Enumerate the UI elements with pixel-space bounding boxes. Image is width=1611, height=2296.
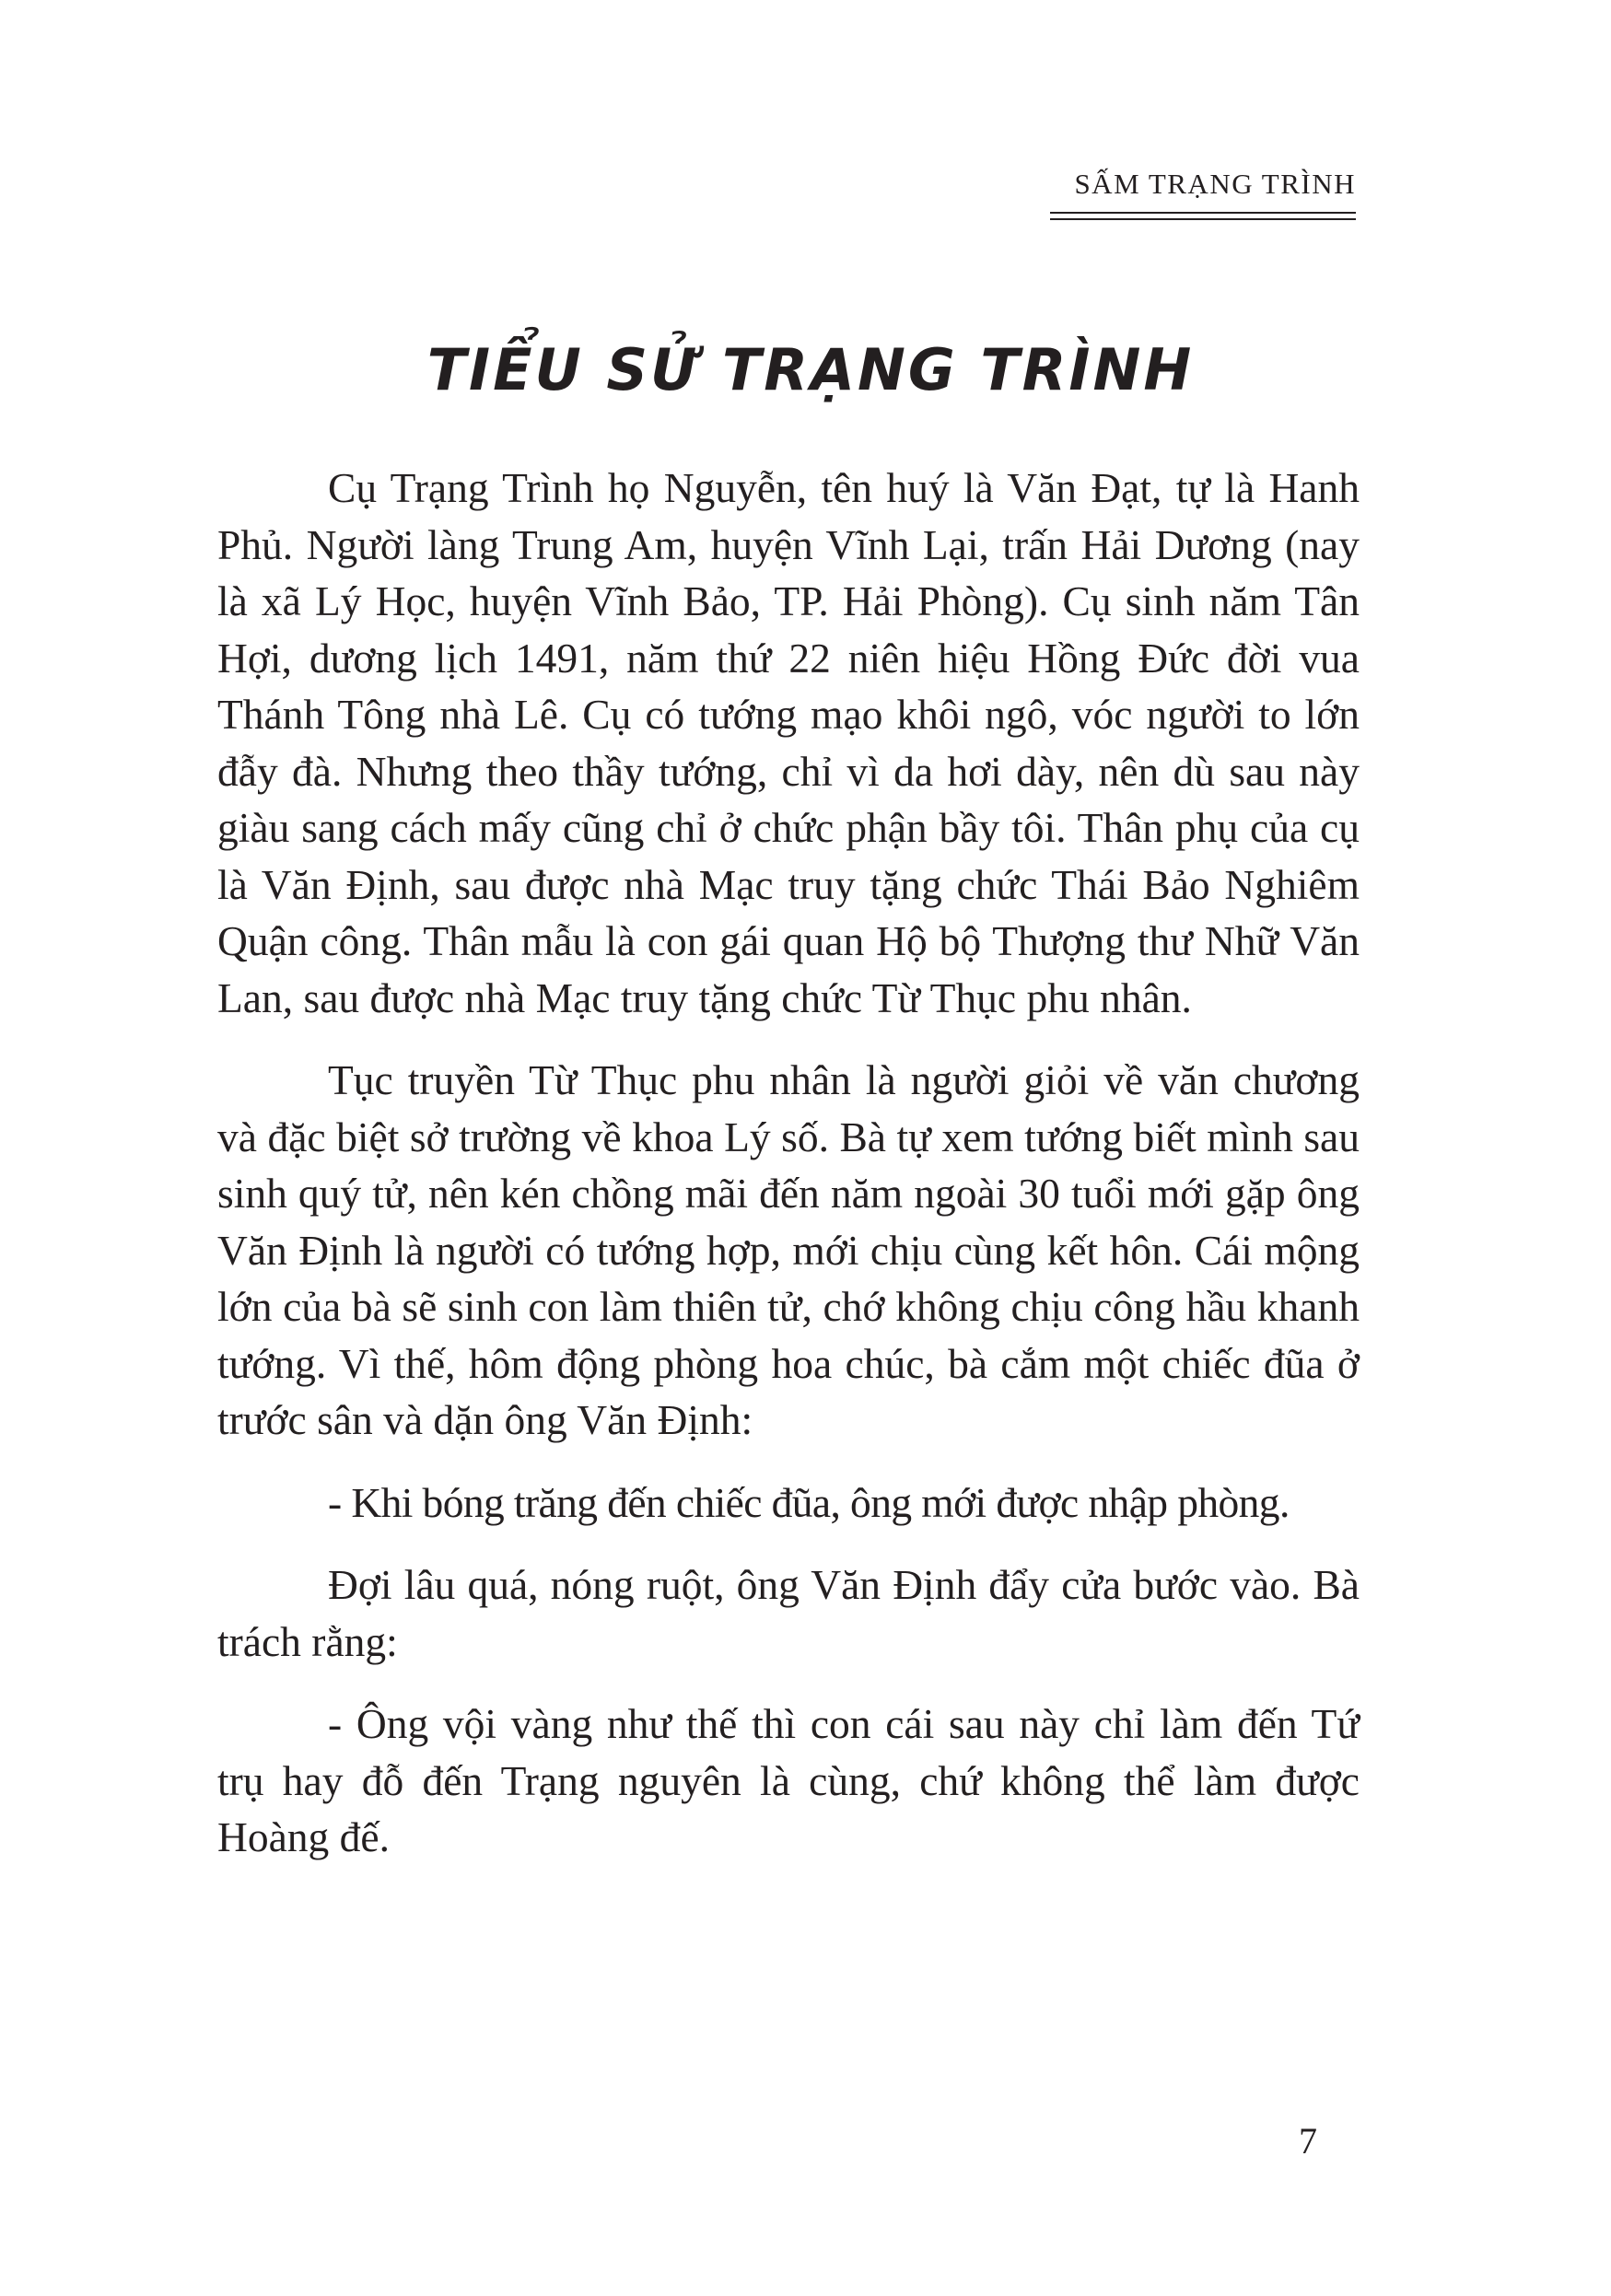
page-number: 7 [1299,2120,1317,2162]
running-header: SẤM TRẠNG TRÌNH [1074,168,1356,200]
paragraph-dialogue-moon: - Khi bóng trăng đến chiếc đũa, ông mới được nhập phòng. [328,1478,1290,1526]
chapter-title: TIỂU SỬ TRẠNG TRÌNH [426,336,1195,403]
body-text [217,460,1360,1866]
paragraph-biography: Cụ Trạng Trình họ Nguyễn, tên huý là Văn Đạt, tự là Hanh Phủ. Người làng Trung Am, huyện Vĩnh Lại, trấn Hải Dương (nay là xã Lý Học, huyện Vĩnh Bảo, TP. Hải Phòng). Cụ sinh năm Tân Hợi, dương lịch 1491, năm thứ 22 niên hiệu Hồng Đức đời vua Thánh Tông nhà Lê. Cụ có tướng mạo khôi ngô, vóc người to lớn đẫy đà. Nhưng theo thầy tướng, chỉ vì da hơi dày, nên dù sau này giàu sang cách mấy cũng chỉ ở chức phận bầy tôi. Thân phụ của cụ là Văn Định, sau được nhà Mạc truy tặng chức Thái Bảo Nghiêm Quận công. Thân mẫu là con gái quan Hộ bộ Thượng thư Nhữ Văn Lan, sau được nhà Mạc truy tặng chức Từ Thục phu nhân. [217,464,1360,1021]
paragraph-waiting: Đợi lâu quá, nóng ruột, ông Văn Định đẩy cửa bước vào. Bà trách rằng: [217,1561,1360,1665]
paragraph-dialogue-reproach: - Ông vội vàng như thế thì con cái sau này chỉ làm đến Tứ trụ hay đỗ đến Trạng nguyên là cùng, chứ không thể làm được Hoàng đế. [217,1700,1360,1860]
paragraph-legend: Tục truyền Từ Thục phu nhân là người giỏi về văn chương và đặc biệt sở trường về khoa Lý số. Bà tự xem tướng biết mình sau sinh quý tử, nên kén chồng mãi đến năm ngoài 30 tuổi mới gặp ông Văn Định là người có tướng hợp, mới chịu cùng kết hôn. Cái mộng lớn của bà sẽ sinh con làm thiên tử, chớ không chịu công hầu khanh tướng. Vì thế, hôm động phòng hoa chúc, bà cắm một chiếc đũa ở trước sân và dặn ông Văn Định: [217,1056,1360,1443]
header-double-rule [1050,212,1356,220]
